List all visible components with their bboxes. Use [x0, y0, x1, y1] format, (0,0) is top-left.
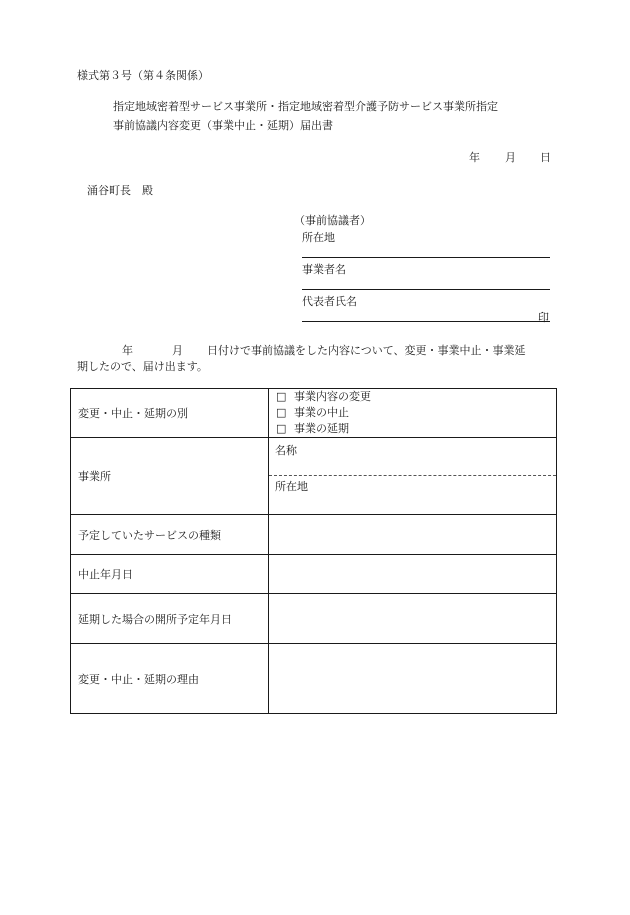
change-type-options [269, 389, 557, 438]
row-reason [71, 644, 557, 714]
notice-year-label: 年 [122, 344, 133, 357]
applicant-company-line[interactable] [302, 289, 550, 290]
applicant-representative-line[interactable] [302, 321, 550, 322]
option-postpone[interactable] [269, 421, 556, 437]
applicant-company-label: 事業者名 [302, 263, 346, 276]
checkbox-icon[interactable]: □ [276, 422, 287, 435]
option-label: 事業の延期 [294, 422, 349, 435]
office-label: 事業所 [71, 438, 269, 515]
row-change-type [71, 389, 557, 438]
notice-month-label: 月 [172, 344, 183, 357]
seal-mark: 印 [538, 311, 549, 324]
option-label: 事業の中止 [294, 406, 349, 419]
service-type-label: 予定していたサービスの種類 [71, 515, 269, 555]
document-title-line2: 事前協議内容変更（事業中止・延期）届出書 [113, 119, 333, 132]
date-year-label: 年 [469, 151, 480, 164]
office-address-label: 所在地 [275, 480, 308, 493]
reason-input[interactable] [269, 644, 557, 714]
option-discontinue[interactable] [269, 405, 556, 421]
addressee: 涌谷町長 殿 [87, 184, 153, 197]
open-date-label: 延期した場合の開所予定年月日 [71, 594, 269, 644]
applicant-address-label: 所在地 [302, 231, 335, 244]
date-month-label: 月 [505, 151, 516, 164]
row-service [71, 515, 557, 555]
date-day-label: 日 [540, 151, 551, 164]
stop-date-input[interactable] [269, 555, 557, 594]
applicant-address-line[interactable] [302, 257, 550, 258]
document-title-line1: 指定地域密着型サービス事業所・指定地域密着型介護予防サービス事業所指定 [113, 100, 498, 113]
notification-table [70, 388, 557, 714]
notice-line1 [77, 342, 557, 356]
notice-line2: 期したので、届け出ます。 [77, 360, 208, 373]
open-date-input[interactable] [269, 594, 557, 644]
option-content-change[interactable] [269, 389, 556, 405]
row-office [71, 438, 557, 515]
service-type-input[interactable] [269, 515, 557, 555]
office-divider [269, 475, 556, 476]
option-label: 事業内容の変更 [294, 390, 371, 403]
row-stop-date [71, 555, 557, 594]
office-name-label: 名称 [275, 444, 297, 457]
change-type-label: 変更・中止・延期の別 [71, 389, 269, 438]
stop-date-label: 中止年月日 [71, 555, 269, 594]
notice-text: 日付けで事前協議をした内容について、変更・事業中止・事業延 [207, 344, 526, 357]
reason-label: 変更・中止・延期の理由 [71, 644, 269, 714]
row-open-date [71, 594, 557, 644]
office-input-cell[interactable] [269, 438, 557, 515]
checkbox-icon[interactable]: □ [276, 406, 287, 419]
form-number: 様式第３号（第４条関係） [77, 69, 209, 82]
applicant-representative-label: 代表者氏名 [302, 295, 357, 308]
applicant-heading: （事前協議者） [294, 214, 371, 227]
checkbox-icon[interactable]: □ [276, 390, 287, 403]
